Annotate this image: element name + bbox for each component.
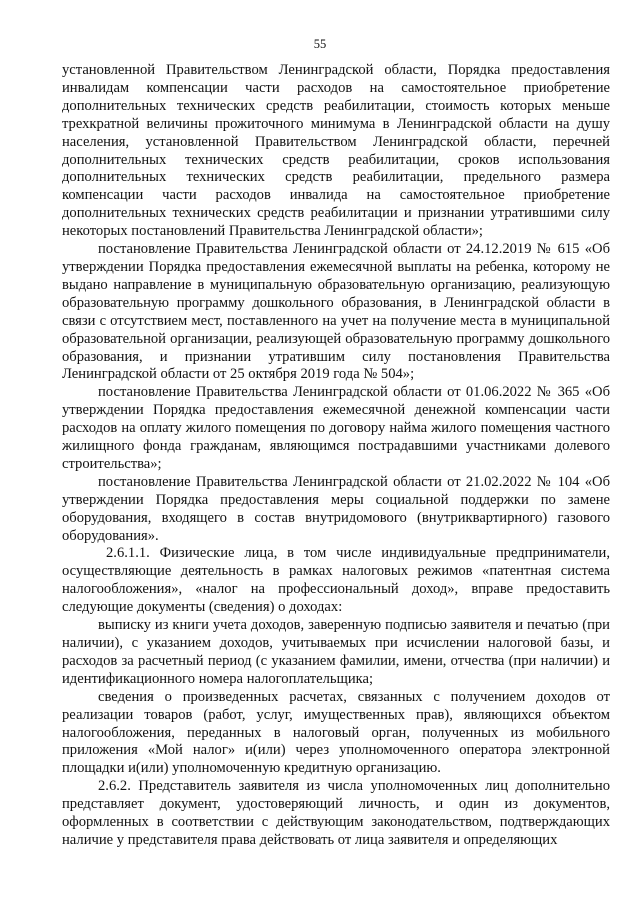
paragraph-resolution-365: постановление Правительства Ленинградской области от 01.06.2022 № 365 «Об утверждении Порядка предоставления ежемесячной денежной компенсации части расходов на оплату жилого помещения по договору найма жилого помещения частного жилищного фонда гражданам, являющимся пострадавшими участниками долевого строительства»; [62, 384, 610, 472]
paragraph-income-book-extract: выписку из книги учета доходов, заверенную подписью заявителя и печатью (при наличии), с указанием доходов, учитываемых при исчислении налоговой базы, и расходов за расчетный период (с указанием фамилии, имени, отчества (при наличии) и идентификационного номера налогоплательщика; [62, 617, 610, 687]
paragraph-resolution-615: постановление Правительства Ленинградской области от 24.12.2019 № 615 «Об утверждении Порядка предоставления ежемесячной выплаты на ребенка, которому не выдано направление в муниципальную образовательную организацию, реализующую образовательную программу дошкольного образования, в Ленинградской области в связи с отсутствием мест, поставленного на учет на получение места в муниципальной образовательной организации, реализующей образовательную программу дошкольного образования, и признании утратившим силу постановления Правительства Ленинградской области от 25 октября 2019 года № 504»; [62, 241, 610, 383]
paragraph-continuation: установленной Правительством Ленинградской области, Порядка предоставления инвалидам компенсации части расходов на самостоятельное приобретение дополнительных технических средств реабилитации, стоимость которых меньше трехкратной величины прожиточного минимума в Ленинградской области на душу населения, установленной Правительством Ленинградской области, перечней дополнительных технических средств реабилитации, сроков использования дополнительных технических средств реабилитации, предельного размера компенсации части расходов инвалида на самостоятельное приобретение дополнительных технических средств реабилитации и признании утратившими силу некоторых постановлений Правительства Ленинградской области»; [62, 62, 610, 240]
paragraph-2-6-2: 2.6.2. Представитель заявителя из числа уполномоченных лиц дополнительно представляет документ, удостоверяющий личность, и один из документов, оформленных в соответствии с действующим законодательством, подтверждающих наличие у представителя права действовать от лица заявителя и определяющих [62, 778, 610, 848]
document-body [62, 62, 610, 850]
paragraph-settlement-info: сведения о произведенных расчетах, связанных с получением доходов от реализации товаров (работ, услуг, имущественных прав), являющихся объектом налогообложения, переданных в налоговый орган, полученных из мобильного приложения «Мой налог» и(или) через уполномоченного оператора электронной площадки и(или) уполномоченную кредитную организацию. [62, 688, 610, 777]
paragraph-resolution-104: постановление Правительства Ленинградской области от 21.02.2022 № 104 «Об утверждении Порядка предоставления меры социальной поддержки по замене оборудования, входящего в состав внутридомового (внутриквартирного) газового оборудования». [62, 473, 610, 544]
page-number: 55 [313, 37, 327, 51]
paragraph-2-6-1-1: 2.6.1.1. Физические лица, в том числе индивидуальные предприниматели, осуществляющие деятельность в рамках налоговых режимов «патентная система налогообложения», «налог на профессиональный доход», вправе предоставить следующие документы (сведения) о доходах: [62, 545, 610, 616]
